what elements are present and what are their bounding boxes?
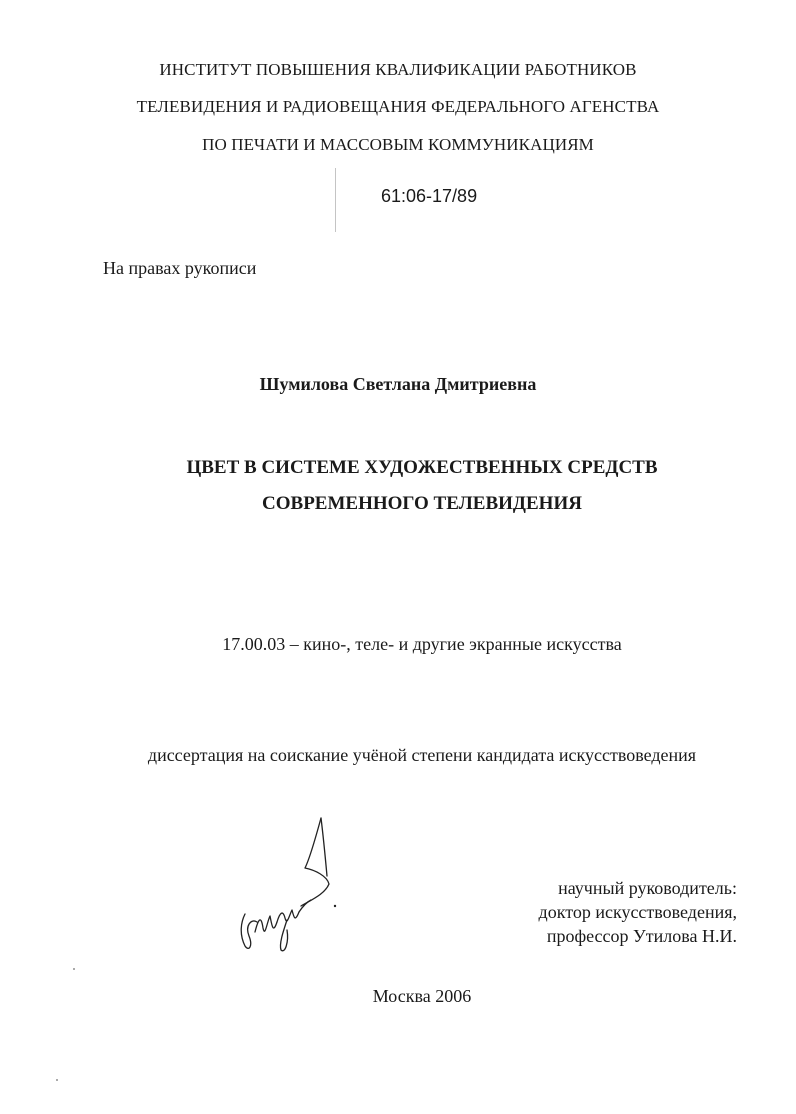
supervisor-role: научный руководитель: <box>558 878 737 898</box>
institution-line-2: ТЕЛЕВИДЕНИЯ И РАДИОВЕЩАНИЯ ФЕДЕРАЛЬНОГО АГЕНСТВА <box>136 97 660 116</box>
title-line-1: ЦВЕТ В СИСТЕМЕ ХУДОЖЕСТВЕННЫХ СРЕДСТВ <box>186 457 658 478</box>
scan-mark <box>335 168 336 232</box>
institution-line-3: ПО ПЕЧАТИ И МАССОВЫМ КОММУНИКАЦИЯМ <box>202 135 594 154</box>
specialty: 17.00.03 – кино-, теле- и другие экранные искусства <box>222 634 622 654</box>
signature <box>225 810 350 960</box>
catalog-code: 61:06-17/89 <box>381 186 478 206</box>
title-line-2: СОВРЕМЕННОГО ТЕЛЕВИДЕНИЯ <box>262 493 582 514</box>
scan-speck <box>73 968 75 970</box>
degree-line: диссертация на соискание учёной степени кандидата искусствоведения <box>147 745 697 765</box>
place-year: Москва 2006 <box>372 986 472 1006</box>
institution-line-1: ИНСТИТУТ ПОВЫШЕНИЯ КВАЛИФИКАЦИИ РАБОТНИКОВ <box>159 60 637 79</box>
scan-speck <box>56 1079 58 1081</box>
supervisor-degree: доктор искусствоведения, <box>538 902 737 922</box>
supervisor-block <box>539 876 737 948</box>
supervisor-name: профессор Утилова Н.И. <box>546 926 737 946</box>
author-name: Шумилова Светлана Дмитриевна <box>259 374 537 394</box>
manuscript-rights: На правах рукописи <box>103 258 257 278</box>
